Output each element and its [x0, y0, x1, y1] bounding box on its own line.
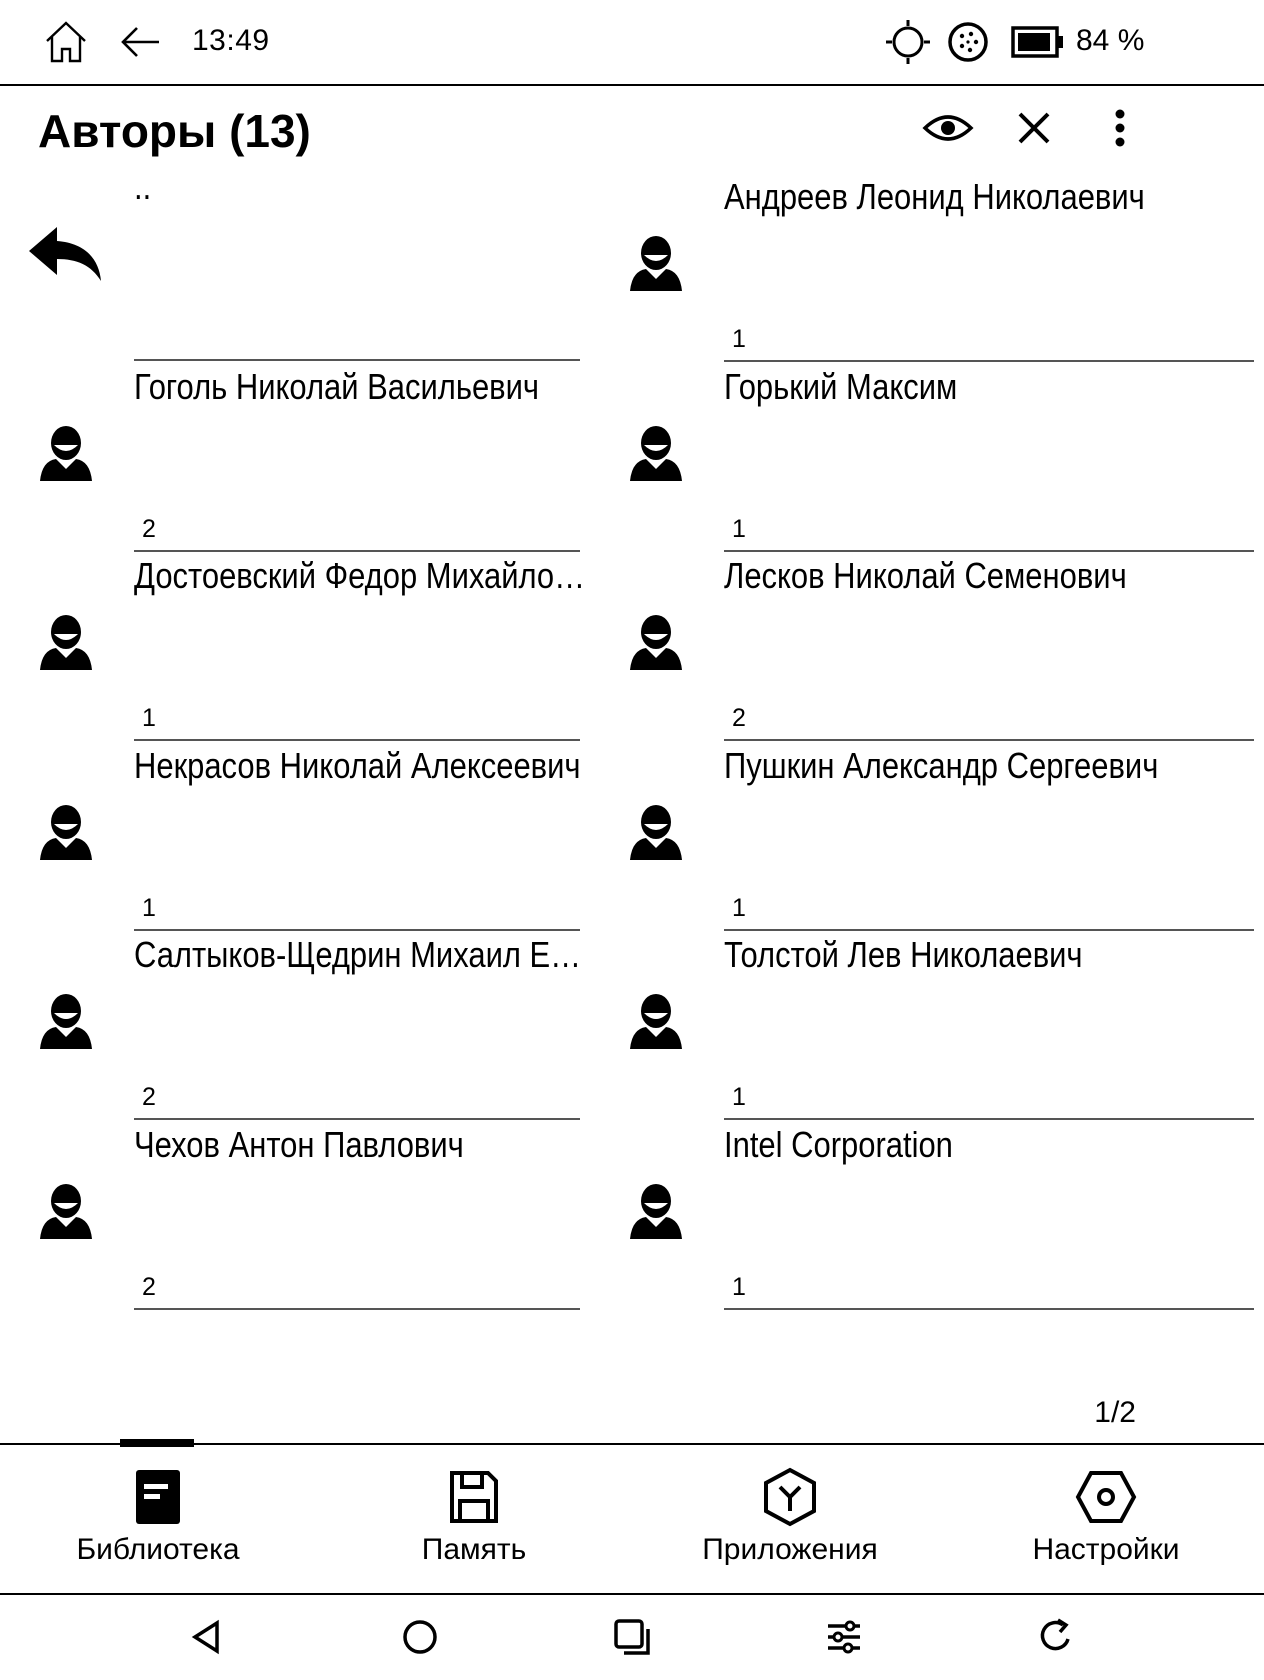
book-count: 2 [142, 1273, 156, 1301]
person-icon [624, 988, 688, 1052]
authors-grid [0, 166, 1264, 1376]
active-tab-indicator [120, 1439, 194, 1447]
person-icon [624, 420, 688, 484]
author-name: Горький Максим [724, 365, 958, 407]
nav-adjust-icon[interactable] [820, 1613, 868, 1661]
tab-label: Библиотека [76, 1533, 240, 1566]
nav-home-icon[interactable] [396, 1613, 444, 1661]
reply-icon [26, 218, 104, 288]
list-item-author[interactable] [0, 924, 590, 1127]
list-item-author[interactable] [0, 735, 590, 938]
author-name: Андреев Леонид Николаевич [724, 176, 1145, 217]
eye-icon[interactable] [920, 100, 976, 156]
status-bar [0, 0, 1264, 86]
author-name: Салтыков-Щедрин Михаил Е… [134, 934, 582, 976]
list-item-author[interactable] [0, 545, 590, 748]
list-item-author[interactable] [0, 356, 590, 559]
person-icon [624, 799, 688, 863]
person-icon [624, 609, 688, 673]
author-name: Пушкин Александр Сергеевич [724, 744, 1159, 786]
list-item-author[interactable] [0, 1114, 590, 1317]
person-icon [624, 230, 688, 294]
book-count: 1 [142, 893, 156, 922]
tab-storage[interactable] [316, 1445, 632, 1593]
person-icon [34, 799, 98, 863]
book-count: 1 [732, 325, 746, 353]
divider [724, 1308, 1254, 1310]
clock: 13:49 [192, 24, 270, 57]
list-item-author[interactable] [590, 1114, 1264, 1317]
list-item-author[interactable] [590, 735, 1264, 938]
tab-label: Приложения [702, 1533, 878, 1566]
brightness-icon[interactable] [884, 18, 932, 66]
nav-refresh-icon[interactable] [1032, 1613, 1080, 1661]
author-name: Гоголь Николай Васильевич [134, 365, 540, 407]
tab-label: Настройки [1032, 1533, 1180, 1566]
back-arrow-icon[interactable] [116, 18, 164, 66]
book-count: 1 [732, 514, 746, 543]
book-count: 2 [732, 704, 746, 733]
nav-recent-icon[interactable] [608, 1613, 656, 1661]
nav-back-icon[interactable] [182, 1613, 230, 1661]
close-icon[interactable] [1006, 100, 1062, 156]
page-indicator: 1/2 [1094, 1396, 1136, 1429]
person-icon [34, 420, 98, 484]
book-count: 1 [732, 893, 746, 922]
page-title: Авторы (13) [38, 105, 311, 157]
list-item-author[interactable] [590, 166, 1264, 369]
title-bar [0, 88, 1264, 166]
book-count: 1 [732, 1273, 746, 1301]
more-vert-icon[interactable] [1092, 100, 1148, 156]
divider [134, 1308, 580, 1310]
author-name: Intel Corporation [724, 1124, 953, 1165]
person-icon [624, 1178, 688, 1242]
sync-icon[interactable] [944, 18, 992, 66]
list-item-author[interactable] [590, 924, 1264, 1127]
settings-icon [1074, 1465, 1138, 1529]
author-name: Чехов Антон Павлович [134, 1124, 464, 1165]
book-count: 2 [142, 1083, 156, 1112]
author-name: Толстой Лев Николаевич [724, 934, 1083, 976]
person-icon [34, 988, 98, 1052]
list-item-label: .. [134, 166, 152, 207]
list-item-author[interactable] [590, 356, 1264, 559]
person-icon [34, 609, 98, 673]
book-count: 2 [142, 514, 156, 543]
library-icon [126, 1465, 190, 1529]
list-item-parent-folder[interactable] [0, 166, 590, 369]
book-count: 1 [142, 704, 156, 733]
tab-label: Память [421, 1533, 527, 1566]
person-icon [34, 1178, 98, 1242]
home-icon[interactable] [42, 18, 90, 66]
bottom-tab-bar [0, 1443, 1264, 1595]
list-item-author[interactable] [590, 545, 1264, 748]
author-name: Достоевский Федор Михайло… [134, 555, 586, 597]
tab-apps[interactable] [632, 1445, 948, 1593]
tab-settings[interactable] [948, 1445, 1264, 1593]
tab-library[interactable] [0, 1445, 316, 1593]
battery-icon [1010, 18, 1066, 66]
apps-icon [758, 1465, 822, 1529]
battery-level: 84 % [1076, 24, 1145, 57]
save-icon [442, 1465, 506, 1529]
system-nav-bar [0, 1597, 1264, 1680]
book-count: 1 [732, 1083, 746, 1112]
author-name: Лесков Николай Семенович [724, 555, 1127, 597]
author-name: Некрасов Николай Алексеевич [134, 744, 581, 786]
